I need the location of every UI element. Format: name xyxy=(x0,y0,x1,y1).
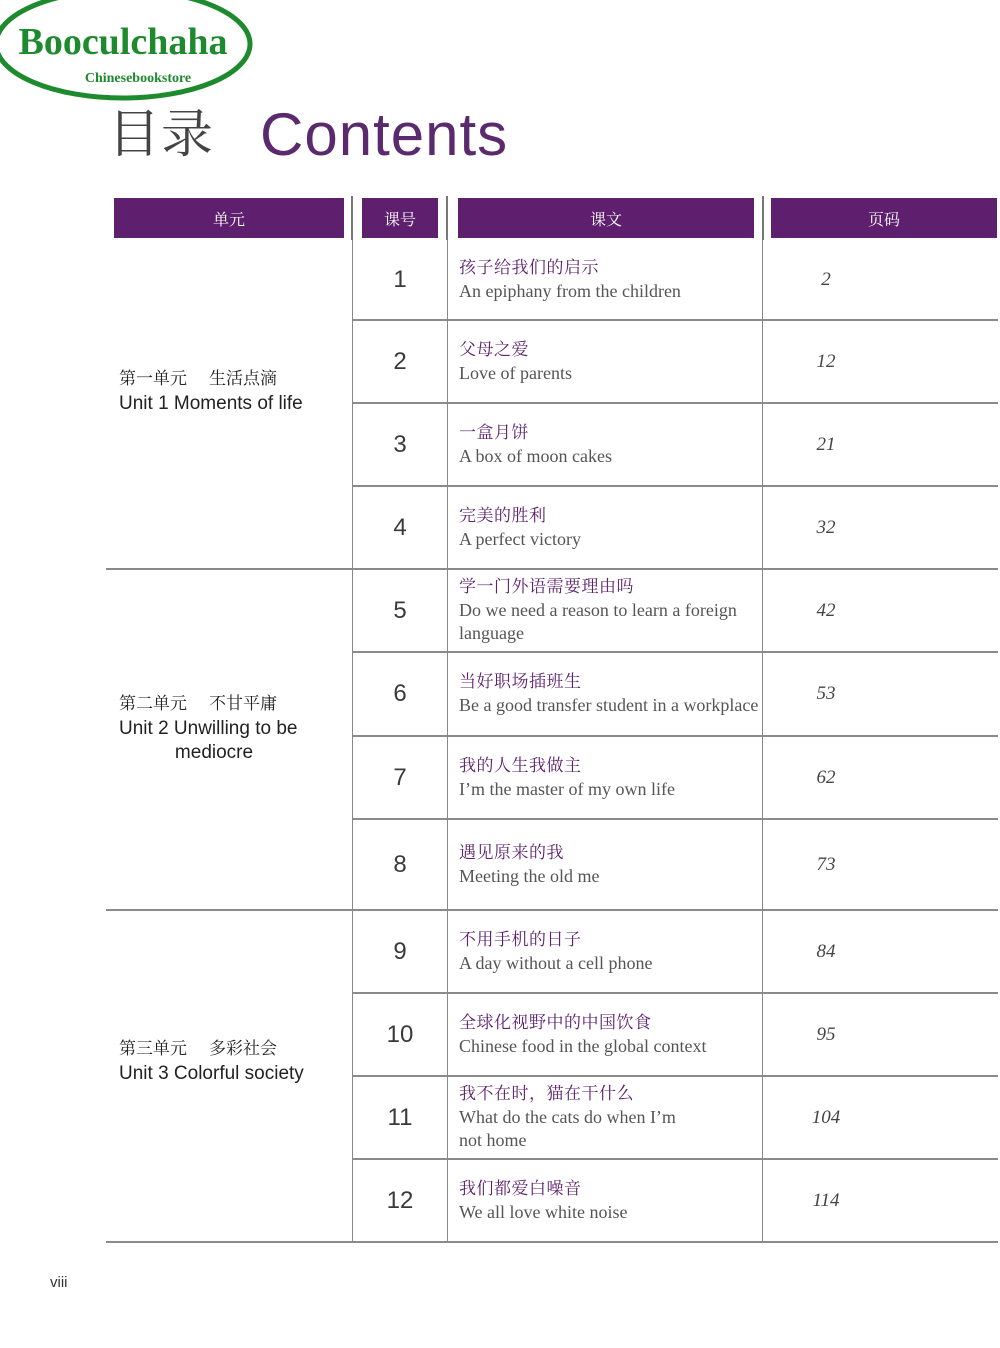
lesson-title xyxy=(459,1077,689,1158)
page-title-chinese: 目录 xyxy=(108,105,215,165)
lesson-number: 11 xyxy=(387,1103,413,1131)
lesson-number: 10 xyxy=(386,1020,414,1048)
lesson-title-zh: 一盒月饼 xyxy=(459,422,529,443)
lesson-page: 95 xyxy=(816,1023,836,1045)
lesson-page: 114 xyxy=(812,1189,840,1211)
logo-brand-text: Booculchaha xyxy=(18,21,228,63)
lesson-title-zh: 不用手机的日子 xyxy=(459,929,582,950)
lesson-title xyxy=(459,994,761,1075)
page-title xyxy=(108,100,508,170)
lesson-title xyxy=(459,653,761,735)
lesson-page: 104 xyxy=(811,1106,841,1128)
lesson-title xyxy=(459,820,761,909)
header-divider xyxy=(446,196,448,240)
unit-1-label xyxy=(119,366,343,416)
lesson-number: 8 xyxy=(393,850,407,878)
lesson-title-en: Do we need a reason to learn a foreign language xyxy=(459,600,737,643)
lesson-page: 42 xyxy=(816,599,836,621)
table-bottom-border xyxy=(106,1241,998,1243)
lesson-title-en: A day without a cell phone xyxy=(459,952,653,973)
lesson-title-zh: 遇见原来的我 xyxy=(459,842,564,863)
lesson-page: 53 xyxy=(816,683,836,704)
lesson-title-en: Love of parents xyxy=(459,362,572,383)
lesson-title-en: Chinese food in the global context xyxy=(459,1035,707,1056)
header-divider xyxy=(762,196,764,240)
lesson-number: 3 xyxy=(393,430,407,458)
unit-title-en-line2: mediocre xyxy=(174,742,254,763)
store-logo xyxy=(0,0,254,102)
lesson-title xyxy=(459,321,761,402)
lesson-number: 4 xyxy=(393,513,407,541)
lesson-title-en: I’m the master of my own life xyxy=(459,778,675,799)
lesson-page: 32 xyxy=(816,516,836,538)
unit-title-zh: 不甘平庸 xyxy=(209,694,277,714)
lesson-title-zh: 当好职场插班生 xyxy=(459,672,582,692)
lesson-number: 9 xyxy=(393,937,407,965)
header-unit: 单元 xyxy=(114,198,344,238)
unit-title-zh: 多彩社会 xyxy=(209,1039,277,1059)
unit-3-label xyxy=(119,1036,343,1086)
lesson-title xyxy=(459,404,761,485)
unit-number-zh: 第二单元 xyxy=(119,694,187,714)
unit-title-zh: 生活点滴 xyxy=(209,369,277,389)
header-lesson-text: 课文 xyxy=(458,198,754,238)
lesson-title-zh: 孩子给我们的启示 xyxy=(459,257,599,278)
lesson-title-en: A perfect victory xyxy=(459,528,581,549)
lesson-title-zh: 我们都爱白噪音 xyxy=(459,1178,582,1199)
lesson-number: 1 xyxy=(393,265,407,293)
unit-title-en-line1: Unit 2 Unwilling to be xyxy=(119,718,298,739)
lesson-title-en: An epiphany from the children xyxy=(459,280,681,301)
unit-title-en: Unit 3 Colorful society xyxy=(119,1063,304,1084)
lesson-page: 84 xyxy=(816,940,836,962)
logo-tagline-text: Chinesebookstore xyxy=(84,71,192,86)
lesson-title-zh: 全球化视野中的中国饮食 xyxy=(459,1012,652,1033)
lesson-title-zh: 完美的胜利 xyxy=(459,505,547,526)
unit-2-label xyxy=(119,691,343,765)
lesson-page: 2 xyxy=(821,268,831,290)
lesson-number: 6 xyxy=(393,680,407,707)
lesson-number: 12 xyxy=(386,1186,414,1214)
unit-number-zh: 第一单元 xyxy=(119,369,187,389)
lesson-title-zh: 我不在时，猫在干什么 xyxy=(459,1084,634,1104)
header-lesson-number: 课号 xyxy=(362,198,438,238)
lesson-title-en: A box of moon cakes xyxy=(459,445,612,466)
unit-number-zh: 第三单元 xyxy=(119,1039,187,1059)
header-page: 页码 xyxy=(771,198,997,238)
lesson-title-en: What do the cats do when I’m not home xyxy=(459,1107,676,1150)
unit-title-en: Unit 1 Moments of life xyxy=(119,393,303,414)
lesson-page: 62 xyxy=(816,766,836,788)
lesson-page: 21 xyxy=(816,433,836,455)
lesson-title xyxy=(459,1160,761,1241)
lesson-title-zh: 学一门外语需要理由吗 xyxy=(459,577,634,597)
header-divider xyxy=(351,196,353,240)
page-number: viii xyxy=(50,1274,68,1291)
lesson-number: 2 xyxy=(393,347,407,375)
lesson-title-en: Be a good transfer student in a workplace xyxy=(459,695,759,715)
lesson-title-en: Meeting the old me xyxy=(459,865,600,886)
lesson-number: 7 xyxy=(393,763,407,791)
page-title-english: Contents xyxy=(260,101,509,168)
lesson-title-zh: 父母之爱 xyxy=(459,339,529,360)
column-divider xyxy=(447,240,448,1243)
lesson-title xyxy=(459,570,761,651)
lesson-page: 73 xyxy=(816,853,836,875)
lesson-title xyxy=(459,487,761,568)
lesson-number: 5 xyxy=(393,596,407,624)
lesson-title-zh: 我的人生我做主 xyxy=(459,755,582,776)
lesson-title-en: We all love white noise xyxy=(459,1201,628,1222)
lesson-title xyxy=(459,911,761,992)
lesson-title xyxy=(459,240,761,319)
lesson-title xyxy=(459,737,761,818)
lesson-page: 12 xyxy=(816,350,836,372)
